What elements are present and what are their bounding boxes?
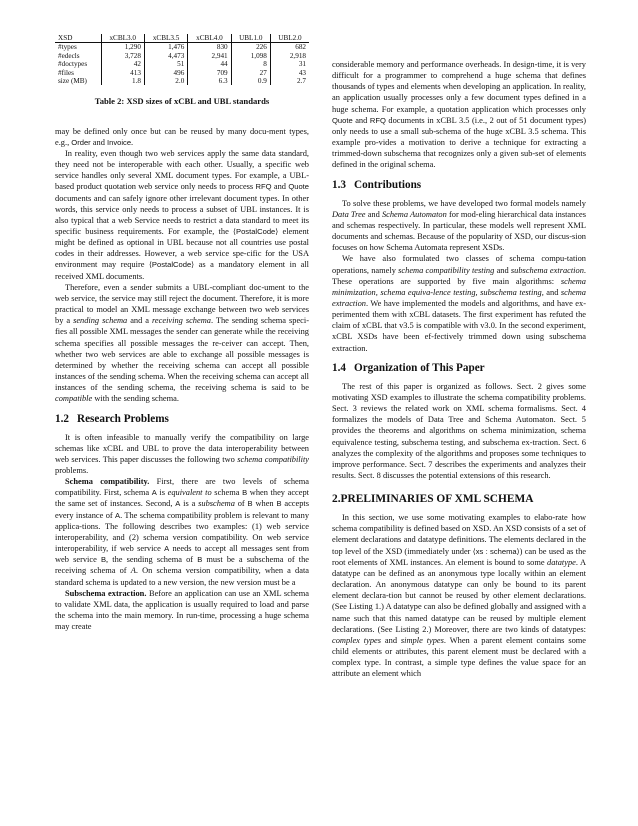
table-cell: #types (58, 43, 77, 52)
paragraph: Therefore, even a sender submits a UBL-compliant doc-ument to the web service, the service may still reject the document. Therefore, it is more practical to model an XML message exchange between two web services by a sending schema and a receiving schema. The sending schema speci-fies all possible XML messages the sender can generate while the receiving schema specifies all possible messages the re-ceiver can accept. Then, whether two web services are able to exchange all possible messages is determined by whether the receiving schema can accept all possible instances of the sending schema. When the receiving schema can accept all instances of the sending schema, the receiving schema is said to be compatible with the sending schema. (55, 282, 309, 404)
table-cell: #edecls (58, 51, 80, 60)
paragraph: The rest of this paper is organized as follows. Sect. 2 gives some motivating XSD examples to illustrate the schema compatibility problems. Sect. 3 reviews the related work on XML schema formalisms. Sect. 4 formalizes the models of Data Tree and Schema Automaton. Sect. 5 provides the theorems and algorithms on schema minimization, schema equivalence testing, subschema testing, and subschema ex-traction. Sect. 6 analyzes the complexity of the algorithms and proposes some techniques to improve performance. Sect. 7 describes the experiments and analyzes their results. Sect. 8 discusses the potential extensions of this research. (332, 381, 586, 480)
xsd-sizes-table (55, 34, 309, 85)
section-heading: 1.3 Contributions (332, 178, 422, 191)
table-cell: 682 (270, 43, 309, 52)
table-header-cell: xCBL4.0 (188, 34, 231, 43)
table-cell: 1.8 (101, 77, 144, 85)
table-cell: 830 (188, 43, 231, 52)
table-cell: 42 (101, 60, 144, 68)
section-heading: 2.PRELIMINARIES OF XML SCHEMA (332, 493, 534, 506)
paragraph: In this section, we use some motivating examples to elabo-rate how schema compatibility is defined based on XSD. An XSD consists of a set of element declarations and datatype definitions. The elements declared in the top level of the XSD (immediately under ⟨xs : schema⟩) can be used as the root elements of XML instances. An element is bound to some datatype. A datatype can be defined as an anonymous type locally within an element declaration. An anonymous datatype can only be bound to its parent element declara-tion but cannot be reused by other element declarations. (See Listing 1.) A datatype can also be defined globally and assigned with a name such that this named datatype can be reused by multiple element declarations. (See Listing 2.) Moreover, there are two kinds of datatypes: complex types and simple types. When a parent element contains some child elements or attributes, this parent element must be declared with a complex type. In contrast, a simple type defines the value space for an attribute an element which (332, 513, 587, 679)
table-cell: 226 (231, 43, 270, 52)
table-cell: 1,290 (101, 43, 144, 52)
table-cell: 496 (144, 69, 187, 77)
table-cell: 4,473 (144, 52, 187, 60)
table-row (55, 77, 309, 85)
table-cell: 43 (270, 69, 309, 77)
paragraph: To solve these problems, we have developed two formal models namely Data Tree and Schema Automaton for mod-eling hierarchical data instances and schemas respectively. In particular, these models well represent XML documents and schemas. Because of the popularity of XSD, our discus-sion focuses on how Schema Automata represent XSDs. (332, 198, 587, 253)
table-cell: 3,728 (101, 52, 144, 60)
table-cell: size (MB) (58, 77, 87, 86)
paragraph: Subschema extraction. Before an application can use an XML schema to validate XML data, the application is usually required to load and parse the schema into the main memory. In run-time, processing a huge schema may create (55, 588, 309, 632)
table-row (55, 43, 309, 52)
table-cell: 51 (144, 60, 187, 68)
table-header-cell: XSD (55, 34, 101, 43)
section-heading: 1.4 Organization of This Paper (332, 361, 485, 374)
table-cell: 2.0 (144, 77, 187, 85)
table-cell: 709 (188, 69, 231, 77)
table-cell: 1,476 (144, 43, 187, 52)
table-cell: 413 (101, 69, 144, 77)
table-row (55, 60, 309, 68)
table-cell: 8 (231, 60, 270, 68)
table-cell: #files (58, 68, 74, 77)
left-column (55, 34, 309, 632)
paragraph: It is often infeasible to manually verify the compatibility on large schemas like xCBL and UBL to prove the data interoperability between web services. This paper discusses the following two schema compatibility problems. (55, 432, 309, 475)
right-column (332, 59, 586, 680)
table-row (55, 69, 309, 77)
table-header-row (55, 34, 309, 43)
table-cell: #doctypes (58, 60, 88, 69)
paragraph: We have also formulated two classes of schema compu-tation operations, namely schema compatibility testing and subschema extraction. These operations are supported by five main algorithms: schema minimization, schema equiva-lence testing, subschema testing, and schema extraction. We have implemented the models and algorithms, and have ex-perimented them with xCBL datasets. The first experiment has refuted the claim of xCBL that v3.5 is compatible with v3.0. In the second experiment, xCBL XSDs have been ef-fectively trimmed down using subschema extraction. (332, 254, 586, 353)
paragraph: considerable memory and performance overheads. In design-time, it is very difficult for a programmer to comprehend a huge schema that defines thousands of types and elements when developing an application. In reality, an application usually processes only a few document types defined in a huge schema. For example, a quotation application which processes only Quote and RFQ documents in xCBL 3.5 (i.e., 2 out of 51 document types) only needs to use a small sub-schema of the huge xCBL 3.5 schema. This example pro-vides a motivation to derive a technique for extracting a trimmed-down subschema that recognizes only a given sub-set of elements defined in the original schema. (332, 60, 586, 170)
table-header-cell: UBL2.0 (270, 34, 309, 43)
table-cell: 2,941 (188, 52, 231, 60)
table-cell: 6.3 (188, 77, 231, 85)
table-header-cell: UBL1.0 (231, 34, 270, 43)
table-cell: 1,098 (231, 52, 270, 60)
table-cell: 2.7 (270, 77, 309, 85)
paragraph: In reality, even though two web services apply the same data standard, they need not be interoperable with each other. Usually, a specific web service handles only several XML document types. For example, a UBL-based product quotation web service only needs to process RFQ and Quote documents and can safely ignore other irrelevant document types. In other words, this service only needs to process a subset of UBL instances. It is also typical that a web Service needs to restrict a data standard to meet its specific business requirements. For example, the ⟨PostalCode⟩ element might be defined as optional in UBL because not all countries use postal codes in their addresses. However, a web service spe-cific for the USA environment may require ⟨PostalCode⟩ as a mandatory element in all received XML documents. (55, 148, 310, 281)
table-header-cell: xCBL3.5 (144, 34, 187, 43)
paragraph: may be defined only once but can be reused by many docu-ment types, e.g., Order and Invoice. (55, 126, 309, 147)
table-cell: 2,918 (270, 52, 309, 60)
table-cell: 44 (188, 60, 231, 68)
table-row (55, 52, 309, 60)
table-header-cell: xCBL3.0 (101, 34, 144, 43)
table-cell: 31 (270, 60, 309, 68)
paragraph: Schema compatibility. First, there are two levels of schema compatibility. First, schema A is equivalent to schema B when they accept the same set of instances. Second, A is a subschema of B when B accepts every instance of A. The schema compatibility problem is relevant to many applica-tions. The following describes two examples: (1) web service interoperability, and (2) schema version compatibility. On web service interoperability, if web service A needs to accept all messages sent from web service B, the sending schema of B must be a subschema of the receiving schema of A. On schema version compatibility, when a data standard schema is updated to a new version, the new version must be a (55, 477, 310, 587)
table-cell: 0.9 (231, 77, 270, 85)
section-heading: 1.2 Research Problems (55, 412, 169, 425)
table-cell: 27 (231, 69, 270, 77)
table-caption: Table 2: XSD sizes of xCBL and UBL standards (94, 96, 270, 107)
